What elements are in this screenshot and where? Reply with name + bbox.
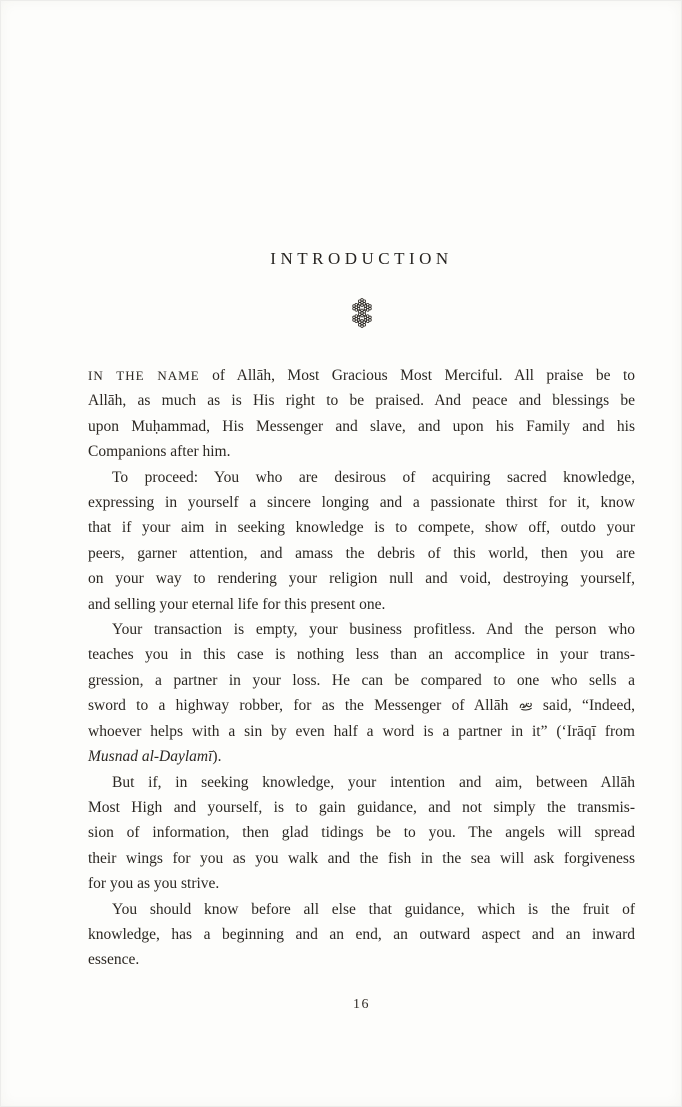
body-line (88, 770, 635, 795)
body-line (88, 515, 635, 540)
body-line (88, 795, 635, 820)
text-segment: expressing in yourself a sincere longing and a passionate thirst for it, know (88, 494, 635, 512)
text-block (88, 0, 635, 1013)
text-segment: their wings for you as you walk and the fish in the sea will ask forgiveness (88, 849, 635, 867)
text-segment: gression, a partner in your loss. He can be compared to one who sells a (88, 671, 635, 689)
text-segment: But if, in seeking knowledge, your intention and aim, between Allāh (112, 773, 635, 791)
salawat-honorific-icon (519, 697, 533, 714)
body-line (88, 490, 635, 515)
text-segment: Musnad al-Daylamī (88, 748, 213, 766)
text-segment: for you as you strive. (88, 875, 220, 893)
text-segment: knowledge, has a beginning and an end, an outward aspect and an inward (88, 925, 635, 943)
body-line (88, 744, 635, 769)
body-line (88, 617, 635, 642)
body-line (88, 922, 635, 947)
rosette-ornament-icon (348, 316, 376, 333)
text-segment: Your transaction is empty, your business profitless. And the person who (112, 621, 635, 639)
body-line (88, 846, 635, 871)
body-line (88, 388, 635, 413)
text-segment: essence. (88, 951, 140, 969)
text-segment: Allāh, as much as is His right to be praised. And peace and blessings be (88, 392, 635, 410)
body-line (88, 363, 635, 388)
text-segment: upon Muḥammad, His Messenger and slave, and upon his Family and his (88, 417, 635, 435)
text-segment: sword to a highway robber, for as the Messenger of Allāh (88, 697, 519, 715)
body-line (88, 719, 635, 744)
text-segment: sion of information, then glad tidings be to you. The angels will spread (88, 824, 635, 842)
body-line (88, 693, 635, 718)
text-segment: Most High and yourself, is to gain guidance, and not simply the transmis- (88, 798, 635, 816)
text-segment: To proceed: You who are desirous of acquiring sacred knowledge, (112, 468, 635, 486)
text-segment: teaches you in this case is nothing less than an accomplice in your trans- (88, 646, 635, 664)
chapter-title: INTRODUCTION (270, 249, 453, 268)
text-segment: on your way to rendering your religion null and void, destroying yourself, (88, 570, 635, 588)
body-line (88, 414, 635, 439)
text-segment: said, “Indeed, (532, 697, 635, 715)
text-segment: and selling your eternal life for this present one. (88, 595, 386, 613)
text-segment: ). (212, 748, 222, 766)
body-line (88, 820, 635, 845)
body-line (88, 465, 635, 490)
text-segment: whoever helps with a sin by even half a word is a partner in it” (‘Irāqī from (88, 722, 635, 740)
text-segment: peers, garner attention, and amass the debris of this world, then you are (88, 544, 635, 562)
body-line (88, 897, 635, 922)
text-segment: of Allāh, Most Gracious Most Merciful. All praise be to (199, 367, 636, 384)
text-segment: Companions after him. (88, 443, 231, 461)
text-segment: IN THE NAME (88, 368, 200, 383)
body-line (88, 642, 635, 667)
text-segment: You should know before all else that guidance, which is the fruit of (112, 900, 635, 918)
body-line (88, 566, 635, 591)
body-line (88, 541, 635, 566)
ornament-wrap (88, 297, 635, 331)
body-line (88, 871, 635, 896)
body-line (88, 947, 635, 972)
body-line (88, 592, 635, 617)
body-line (88, 439, 635, 464)
page-number: 16 (353, 996, 370, 1012)
text-segment: that if your aim in seeking knowledge is to compete, show off, outdo your (88, 519, 635, 537)
body-line (88, 668, 635, 693)
body-text (88, 363, 635, 973)
